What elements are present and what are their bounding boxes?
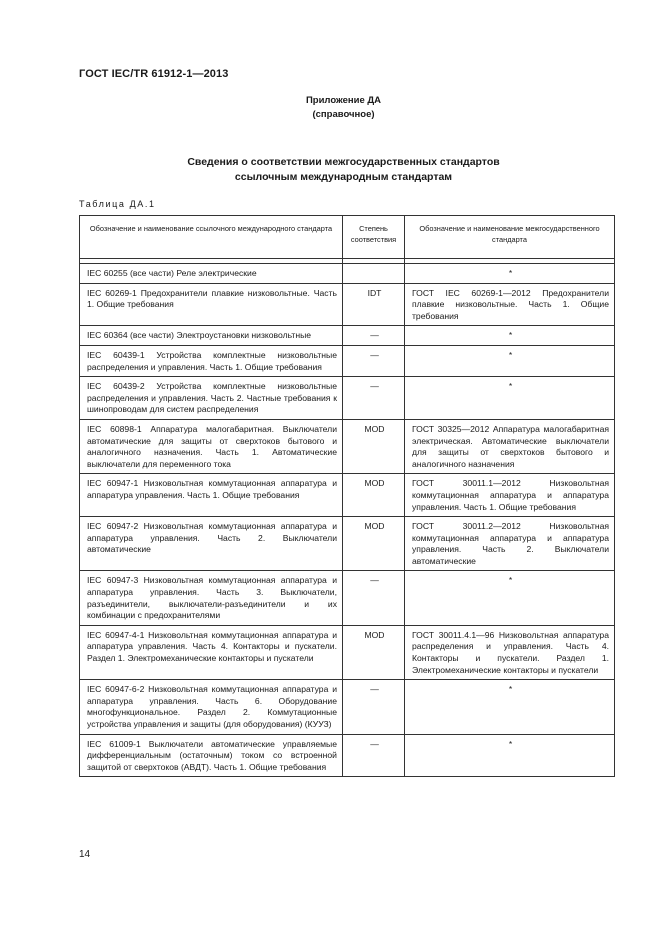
- degree-cell: MOD: [343, 625, 405, 679]
- degree-cell: —: [343, 680, 405, 734]
- correspondence-table: [79, 215, 615, 777]
- section-title-line1: Сведения о соответствии межгосударственных стандартов: [187, 156, 500, 168]
- interstate-standard-cell: *: [405, 377, 615, 420]
- intl-standard-cell: IEC 60439-2 Устройства комплектные низковольтные распределения и управления. Часть 2. Частные требования к шинопроводам для систем распределения: [80, 377, 343, 420]
- table-row: [80, 517, 615, 571]
- table-row: [80, 474, 615, 517]
- degree-cell: MOD: [343, 517, 405, 571]
- intl-standard-cell: IEC 60255 (все части) Реле электрические: [80, 264, 343, 284]
- table-row: [80, 326, 615, 346]
- degree-cell: IDT: [343, 283, 405, 326]
- annex-heading: [0, 94, 661, 122]
- table-row: [80, 571, 615, 625]
- intl-standard-cell: IEC 60364 (все части) Электроустановки низковольтные: [80, 326, 343, 346]
- table-row: [80, 345, 615, 376]
- degree-cell: —: [343, 377, 405, 420]
- annex-subtitle: (справочное): [312, 109, 375, 120]
- intl-standard-cell: IEC 60947-3 Низковольтная коммутационная аппаратура и аппаратура управления. Часть 3. Выключатели, разъединители, выключатели-разъединители и их комбинации с предохранителями: [80, 571, 343, 625]
- interstate-standard-cell: *: [405, 345, 615, 376]
- table-row: [80, 419, 615, 473]
- intl-standard-cell: IEC 60947-6-2 Низковольтная коммутационная аппаратура и аппаратура управления. Часть 6. Оборудование многофункциональное. Раздел 2. Коммутационные устройства управления и защиты (для оборудования) (КУУЗ): [80, 680, 343, 734]
- table-row: [80, 680, 615, 734]
- intl-standard-cell: IEC 60439-1 Устройства комплектные низковольтные распределения и управления. Часть 1. Общие требования: [80, 345, 343, 376]
- annex-title: Приложение ДА: [305, 95, 382, 106]
- intl-standard-cell: IEC 60947-4-1 Низковольтная коммутационная аппаратура и аппаратура управления. Часть 4. Контакторы и пускатели. Раздел 1. Электромеханические контакторы и пускатели: [80, 625, 343, 679]
- section-title-line2: ссылочным международным стандартам: [234, 171, 453, 183]
- intl-standard-cell: IEC 61009-1 Выключатели автоматические управляемые дифференциальным (остаточным) током со встроенной защитой от сверхтоков (АВДТ). Часть 1. Общие требования: [80, 734, 343, 777]
- document-code-header: ГОСТ IEC/TR 61912-1—2013: [79, 68, 229, 80]
- degree-cell: [343, 264, 405, 284]
- table-row: [80, 283, 615, 326]
- interstate-standard-cell: ГОСТ IEC 60269-1—2012 Предохранители плавкие низковольтные. Часть 1. Общие требования: [405, 283, 615, 326]
- intl-standard-cell: IEC 60269-1 Предохранители плавкие низковольтные. Часть 1. Общие требования: [80, 283, 343, 326]
- header-interstate-standard: Обозначение и наименование межгосударственного стандарта: [405, 216, 615, 259]
- degree-cell: MOD: [343, 419, 405, 473]
- degree-cell: —: [343, 734, 405, 777]
- interstate-standard-cell: *: [405, 680, 615, 734]
- intl-standard-cell: IEC 60898-1 Аппаратура малогабаритная. Выключатели автоматические для защиты от сверхтоков бытового и аналогичного назначения. Часть 1. Автоматические выключатели для переменного тока: [80, 419, 343, 473]
- section-title: [0, 155, 661, 185]
- degree-cell: —: [343, 326, 405, 346]
- intl-standard-cell: IEC 60947-1 Низковольтная коммутационная аппаратура и аппаратура управления. Часть 1. Общие требования: [80, 474, 343, 517]
- interstate-standard-cell: *: [405, 734, 615, 777]
- table-row: [80, 264, 615, 284]
- degree-cell: —: [343, 345, 405, 376]
- table-row: [80, 377, 615, 420]
- table-row: [80, 625, 615, 679]
- table-header-row: [80, 216, 615, 259]
- interstate-standard-cell: *: [405, 326, 615, 346]
- degree-cell: MOD: [343, 474, 405, 517]
- interstate-standard-cell: *: [405, 571, 615, 625]
- interstate-standard-cell: ГОСТ 30011.4.1—96 Низковольтная аппаратура распределения и управления. Часть 4. Контакторы и пускатели. Раздел 1. Электромеханические контакторы и пускатели: [405, 625, 615, 679]
- interstate-standard-cell: ГОСТ 30325—2012 Аппаратура малогабаритная электрическая. Автоматические выключатели для защиты от сверхтоков бытового и аналогичного назначения: [405, 419, 615, 473]
- table-row: [80, 734, 615, 777]
- interstate-standard-cell: ГОСТ 30011.1—2012 Низковольтная коммутационная аппаратура и аппаратура управления. Часть 1. Общие требования: [405, 474, 615, 517]
- page-number: 14: [79, 849, 91, 860]
- header-international-standard: Обозначение и наименование ссылочного международного стандарта: [80, 216, 343, 259]
- interstate-standard-cell: *: [405, 264, 615, 284]
- table-caption: Таблица ДА.1: [79, 199, 156, 209]
- intl-standard-cell: IEC 60947-2 Низковольтная коммутационная аппаратура и аппаратура управления. Часть 2. Выключатели автоматические: [80, 517, 343, 571]
- interstate-standard-cell: ГОСТ 30011.2—2012 Низковольтная коммутационная аппаратура и аппаратура управления. Часть 2. Выключатели автоматические: [405, 517, 615, 571]
- degree-cell: —: [343, 571, 405, 625]
- header-degree-of-correspondence: Степень соответствия: [343, 216, 405, 259]
